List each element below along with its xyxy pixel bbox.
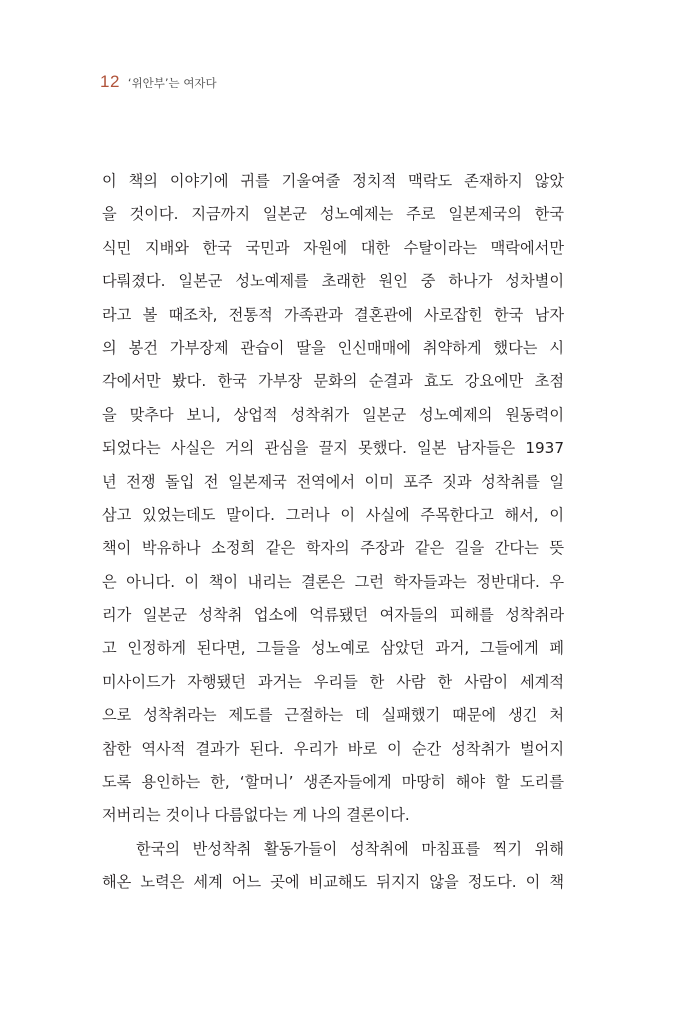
text-line: 은 아니다. 이 책이 내리는 결론은 그런 학자들과는 정반대다. 우 (102, 572, 564, 591)
chapter-title: ‘위안부’는 여자다 (127, 76, 217, 90)
text-line: 고 인정하게 된다면, 그들을 성노예로 삼았던 과거, 그들에게 페 (102, 639, 564, 658)
text-line: 을 맞추다 보니, 상업적 성착취가 일본군 성노예제의 원동력이 (102, 405, 564, 424)
text-line: 년 전쟁 돌입 전 일본제국 전역에서 이미 포주 짓과 성착취를 일 (102, 472, 564, 491)
text-line: 의 봉건 가부장제 관습이 딸을 인신매매에 취약하게 했다는 시 (102, 338, 564, 357)
paragraph-start-line: 한국의 반성착취 활동가들이 성착취에 마침표를 찍기 위해 (136, 839, 564, 858)
running-header (100, 72, 217, 92)
text-line: 으로 성착취라는 제도를 근절하는 데 실패했기 때문에 생긴 처 (102, 706, 564, 725)
paragraph-end-line: 저버리는 것이나 다름없다는 게 나의 결론이다. (102, 806, 410, 825)
text-line: 되었다는 사실은 거의 관심을 끌지 못했다. 일본 남자들은 1937 (102, 439, 564, 458)
text-line: 각에서만 봤다. 한국 가부장 문화의 순결과 효도 강요에만 초점 (102, 372, 564, 391)
text-line: 해온 노력은 세계 어느 곳에 비교해도 뒤지지 않을 정도다. 이 책 (102, 873, 564, 892)
text-line: 도록 용인하는 한, ‘할머니’ 생존자들에게 마땅히 해야 할 도리를 (102, 773, 564, 792)
text-line: 식민 지배와 한국 국민과 자원에 대한 수탈이라는 맥락에서만 (102, 238, 564, 257)
text-line: 이 책의 이야기에 귀를 기울여줄 정치적 맥락도 존재하지 않았 (102, 172, 564, 190)
text-line: 참한 역사적 결과가 된다. 우리가 바로 이 순간 성착취가 벌어지 (102, 739, 564, 758)
text-line: 삼고 있었는데도 말이다. 그러나 이 사실에 주목한다고 해서, 이 (102, 505, 564, 524)
page-number: 12 (100, 72, 120, 91)
text-line: 책이 박유하나 소정희 같은 학자의 주장과 같은 길을 간다는 뜻 (102, 539, 564, 558)
text-line: 을 것이다. 지금까지 일본군 성노예제는 주로 일본제국의 한국 (102, 205, 564, 224)
text-line: 라고 볼 때조차, 전통적 가족관과 결혼관에 사로잡힌 한국 남자 (102, 305, 564, 324)
body-text (102, 165, 564, 900)
text-line: 다뤄졌다. 일본군 성노예제를 초래한 원인 중 하나가 성차별이 (102, 272, 564, 291)
text-line: 리가 일본군 성착취 업소에 억류됐던 여자들의 피해를 성착취라 (102, 606, 564, 625)
text-line: 미사이드가 자행됐던 과거는 우리들 한 사람 한 사람이 세계적 (102, 672, 564, 691)
